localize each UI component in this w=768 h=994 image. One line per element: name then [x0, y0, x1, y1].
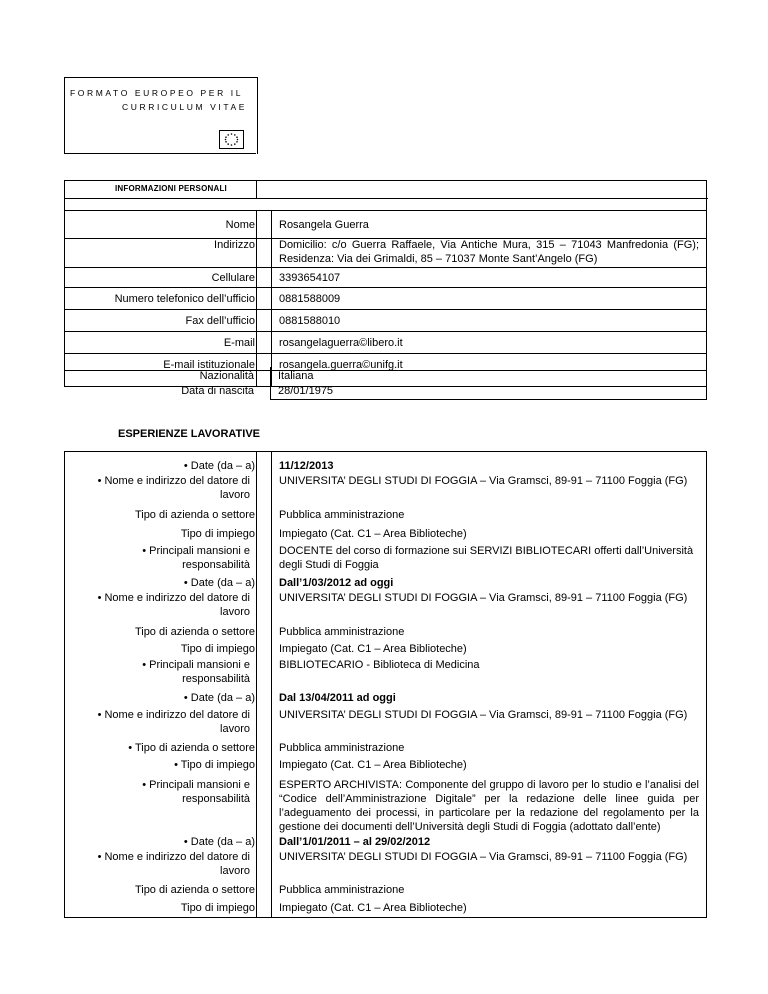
w2-date-label: • Date (da – a): [183, 577, 255, 589]
cv-header-line2: CURRICULUM VITAE: [122, 102, 248, 112]
w4-date-label: • Date (da – a): [183, 836, 255, 848]
w1-type-label: Tipo di impiego: [180, 528, 255, 540]
w3-date-label: • Date (da – a): [183, 692, 255, 704]
label-telefono-ufficio: Numero telefonico dell’ufficio: [114, 293, 255, 305]
personal-tail-box: [270, 367, 707, 400]
value-indirizzo: Domicilio: c/o Guerra Raffaele, Via Antiche Mura, 315 – 71043 Manfredonia (FG); Residenza: Via dei Grimaldi, 85 – 71037 Monte Sant’Angelo (FG): [279, 239, 699, 265]
value-nazionalita: Italiana: [278, 370, 314, 382]
w3-date-value: Dal 13/04/2011 ad oggi: [279, 692, 396, 704]
label-nazionalita: Nazionalità: [199, 370, 254, 382]
w1-type-value: Impiegato (Cat. C1 – Area Biblioteche): [279, 528, 467, 540]
label-data-nascita: Data di nascita: [181, 385, 254, 397]
w1-duties-value: DOCENTE del corso di formazione sui SERVIZI BIBLIOTECARI offerti dall’Università degli Studi di Foggia: [279, 545, 694, 571]
w2-employer-label: • Nome e indirizzo del datore di lavoro: [97, 592, 250, 618]
label-nome: Nome: [225, 219, 255, 231]
w1-sector-label: Tipo di azienda o settore: [134, 509, 255, 521]
value-nome: Rosangela Guerra: [279, 219, 369, 231]
w3-duties-value: ESPERTO ARCHIVISTA: Componente del gruppo di lavoro per lo studio e l’analisi del “Codice dell’Amministrazione Digitale” per la redazione delle linee guida per l’adeguamento dei processi, in particolare per la redazione del regolamento per la gestione dei documenti dell’Università degli Studi di Foggia (adottato dall’ente): [279, 779, 699, 833]
label-indirizzo: Indirizzo: [214, 239, 255, 251]
w3-employer-value: UNIVERSITA’ DEGLI STUDI DI FOGGIA – Via Gramsci, 89-91 – 71100 Foggia (FG): [279, 709, 688, 721]
personal-info-table: [64, 210, 707, 387]
w3-employer-label: • Nome e indirizzo del datore di lavoro: [97, 709, 250, 735]
value-telefono-ufficio: 0881588009: [279, 293, 341, 305]
value-fax: 0881588010: [279, 315, 341, 327]
w4-type-value: Impiegato (Cat. C1 – Area Biblioteche): [279, 902, 467, 914]
value-data-nascita: 28/01/1975: [278, 385, 334, 397]
w4-employer-value: UNIVERSITA’ DEGLI STUDI DI FOGGIA – Via Gramsci, 89-91 – 71100 Foggia (FG): [279, 851, 688, 863]
w1-date-label: • Date (da – a): [183, 460, 255, 472]
w4-type-label: Tipo di impiego: [180, 902, 255, 914]
w3-type-label: • Tipo di impiego: [174, 759, 255, 771]
w1-date-value: 11/12/2013: [279, 460, 334, 472]
value-email: rosangelaguerra©libero.it: [279, 337, 403, 349]
w2-date-value: Dall’1/03/2012 ad oggi: [279, 577, 394, 589]
cv-header-line1: FORMATO EUROPEO PER IL: [70, 88, 244, 98]
label-email-istituzionale: E-mail istituzionale: [163, 359, 255, 371]
w3-type-value: Impiegato (Cat. C1 – Area Biblioteche): [279, 759, 467, 771]
w2-duties-value: BIBLIOTECARIO - Biblioteca di Medicina: [279, 659, 480, 671]
eu-flag-icon: [219, 130, 244, 149]
cv-header-bottom-rule: [64, 153, 256, 154]
w4-date-value: Dall’1/01/2011 – al 29/02/2012: [279, 836, 431, 848]
w4-employer-label: • Nome e indirizzo del datore di lavoro: [97, 851, 250, 877]
label-cellulare: Cellulare: [211, 272, 255, 284]
label-email: E-mail: [223, 337, 255, 349]
w2-sector-value: Pubblica amministrazione: [279, 626, 405, 638]
w3-duties-label: • Principali mansioni e responsabilità: [142, 779, 250, 805]
w4-sector-value: Pubblica amministrazione: [279, 884, 405, 896]
label-fax: Fax dell’ufficio: [185, 315, 255, 327]
w3-sector-value: Pubblica amministrazione: [279, 742, 405, 754]
w2-duties-label: • Principali mansioni e responsabilità: [142, 659, 250, 685]
w3-sector-label: • Tipo di azienda o settore: [128, 742, 255, 754]
w2-type-value: Impiegato (Cat. C1 – Area Biblioteche): [279, 643, 467, 655]
w1-duties-label: • Principali mansioni e responsabilità: [142, 545, 250, 571]
w1-sector-value: Pubblica amministrazione: [279, 509, 405, 521]
w2-sector-label: Tipo di azienda o settore: [134, 626, 255, 638]
value-email-istituzionale: rosangela.guerra©unifg.it: [279, 359, 403, 371]
w2-employer-value: UNIVERSITA’ DEGLI STUDI DI FOGGIA – Via Gramsci, 89-91 – 71100 Foggia (FG): [279, 592, 688, 604]
w1-employer-value: UNIVERSITA’ DEGLI STUDI DI FOGGIA – Via Gramsci, 89-91 – 71100 Foggia (FG): [279, 475, 688, 487]
w4-sector-label: Tipo di azienda o settore: [134, 884, 255, 896]
value-cellulare: 3393654107: [279, 272, 341, 284]
personal-info-title: INFORMAZIONI PERSONALI: [115, 184, 227, 193]
work-experience-title: ESPERIENZE LAVORATIVE: [118, 428, 261, 440]
work-experience-table: [64, 451, 707, 918]
w2-type-label: Tipo di impiego: [180, 643, 255, 655]
w1-employer-label: • Nome e indirizzo del datore di lavoro: [97, 475, 250, 501]
